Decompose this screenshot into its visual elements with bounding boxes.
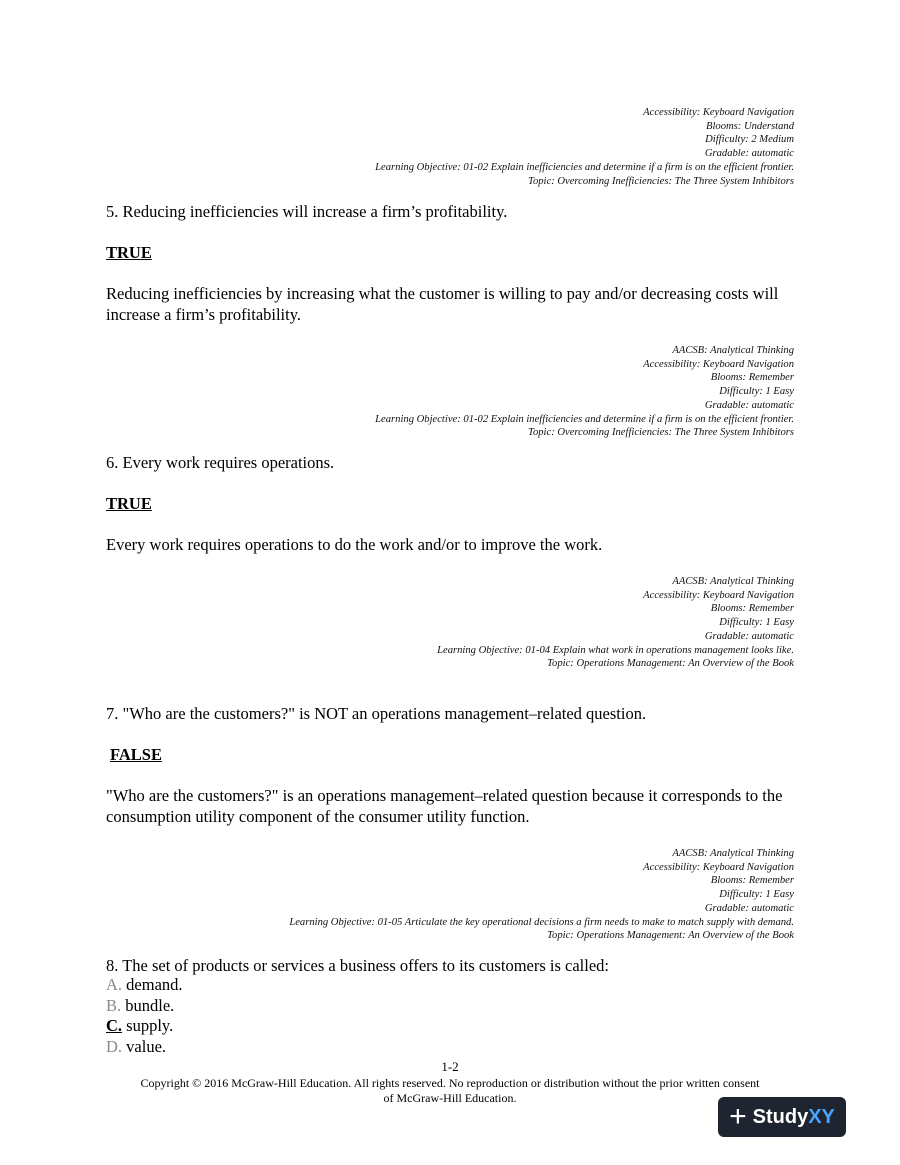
options-list-q8 [106, 975, 183, 1057]
plus-icon: + [729, 1100, 747, 1133]
meta-line: Topic: Overcoming Inefficiencies: The Three System Inhibitors [528, 427, 794, 439]
answer-6: TRUE [106, 494, 152, 513]
copyright-line-2: of McGraw-Hill Education. [383, 1091, 517, 1105]
meta-line: Learning Objective: 01-02 Explain inefficiencies and determine if a firm is on the efficient frontier. [375, 161, 794, 173]
explanation-6: Every work requires operations to do the work and/or to improve the work. [106, 535, 603, 554]
meta-line: Learning Objective: 01-05 Articulate the key operational decisions a firm needs to make to match supply with demand. [289, 916, 794, 928]
answer-5: TRUE [106, 243, 152, 262]
studyxy-badge[interactable] [718, 1097, 846, 1137]
option-text: value. [126, 1036, 167, 1056]
metadata-block-top [375, 106, 794, 188]
option-letter: D. [106, 1036, 123, 1056]
option-text: supply. [126, 1016, 174, 1036]
meta-line: Blooms: Remember [710, 372, 794, 384]
meta-line: Accessibility: Keyboard Navigation [643, 861, 794, 873]
meta-line: Learning Objective: 01-04 Explain what work in operations management looks like. [437, 644, 794, 656]
metadata-block-q5 [375, 344, 794, 440]
meta-line: Accessibility: Keyboard Navigation [643, 589, 794, 601]
meta-line: Difficulty: 2 Medium [705, 134, 794, 146]
brand-accent: XY [808, 1105, 835, 1128]
explanation-7: "Who are the customers?" is an operations management–related question because it corresponds to the consumption utility component of the consumer utility function. [106, 786, 783, 826]
meta-line: Gradable: automatic [704, 148, 794, 160]
meta-line: Difficulty: 1 Easy [719, 617, 794, 629]
option-c-correct [106, 1016, 183, 1037]
option-d [106, 1037, 183, 1058]
explanation-5: Reducing inefficiencies by increasing what the customer is willing to pay and/or decreasing costs will increase a firm’s profitability. [106, 284, 779, 324]
meta-line: Blooms: Remember [710, 603, 794, 615]
metadata-block-q6 [437, 575, 794, 671]
question-8: 8. The set of products or services a business offers to its customers is called: [106, 956, 609, 975]
meta-line: Blooms: Understand [706, 120, 794, 132]
meta-line: Difficulty: 1 Easy [719, 889, 794, 901]
meta-line: AACSB: Analytical Thinking [672, 345, 794, 356]
meta-line: AACSB: Analytical Thinking [672, 576, 794, 587]
option-text: demand. [126, 975, 183, 994]
meta-line: Gradable: automatic [704, 399, 794, 411]
metadata-block-q7 [289, 847, 794, 943]
meta-line: Accessibility: Keyboard Navigation [643, 358, 794, 370]
question-5: 5. Reducing inefficiencies will increase a firm’s profitability. [106, 202, 508, 221]
page-number: 1-2 [441, 1059, 459, 1074]
answer-7: FALSE [110, 745, 162, 764]
meta-line: Gradable: automatic [704, 902, 794, 914]
meta-line: AACSB: Analytical Thinking [672, 848, 794, 859]
option-letter: B. [106, 995, 122, 1015]
meta-line: Learning Objective: 01-02 Explain inefficiencies and determine if a firm is on the efficient frontier. [375, 413, 794, 425]
meta-line: Accessibility: Keyboard Navigation [643, 107, 794, 118]
option-letter: C. [106, 1016, 123, 1036]
meta-line: Topic: Overcoming Inefficiencies: The Three System Inhibitors [528, 175, 794, 187]
question-7: 7. "Who are the customers?" is NOT an operations management–related question. [106, 704, 647, 723]
meta-line: Gradable: automatic [704, 630, 794, 642]
meta-line: Difficulty: 1 Easy [719, 386, 794, 398]
meta-line: Topic: Operations Management: An Overview of the Book [547, 930, 794, 942]
question-6: 6. Every work requires operations. [106, 453, 335, 472]
option-b [106, 996, 183, 1017]
option-letter: A. [106, 975, 123, 994]
brand-main: Study [752, 1105, 809, 1128]
meta-line: Blooms: Remember [710, 875, 794, 887]
meta-line: Topic: Operations Management: An Overview of the Book [547, 658, 794, 670]
copyright-line-1: Copyright © 2016 McGraw-Hill Education. All rights reserved. No reproduction or distribution without the prior written consent [140, 1076, 760, 1090]
option-text: bundle. [125, 995, 175, 1015]
option-a [106, 975, 183, 996]
